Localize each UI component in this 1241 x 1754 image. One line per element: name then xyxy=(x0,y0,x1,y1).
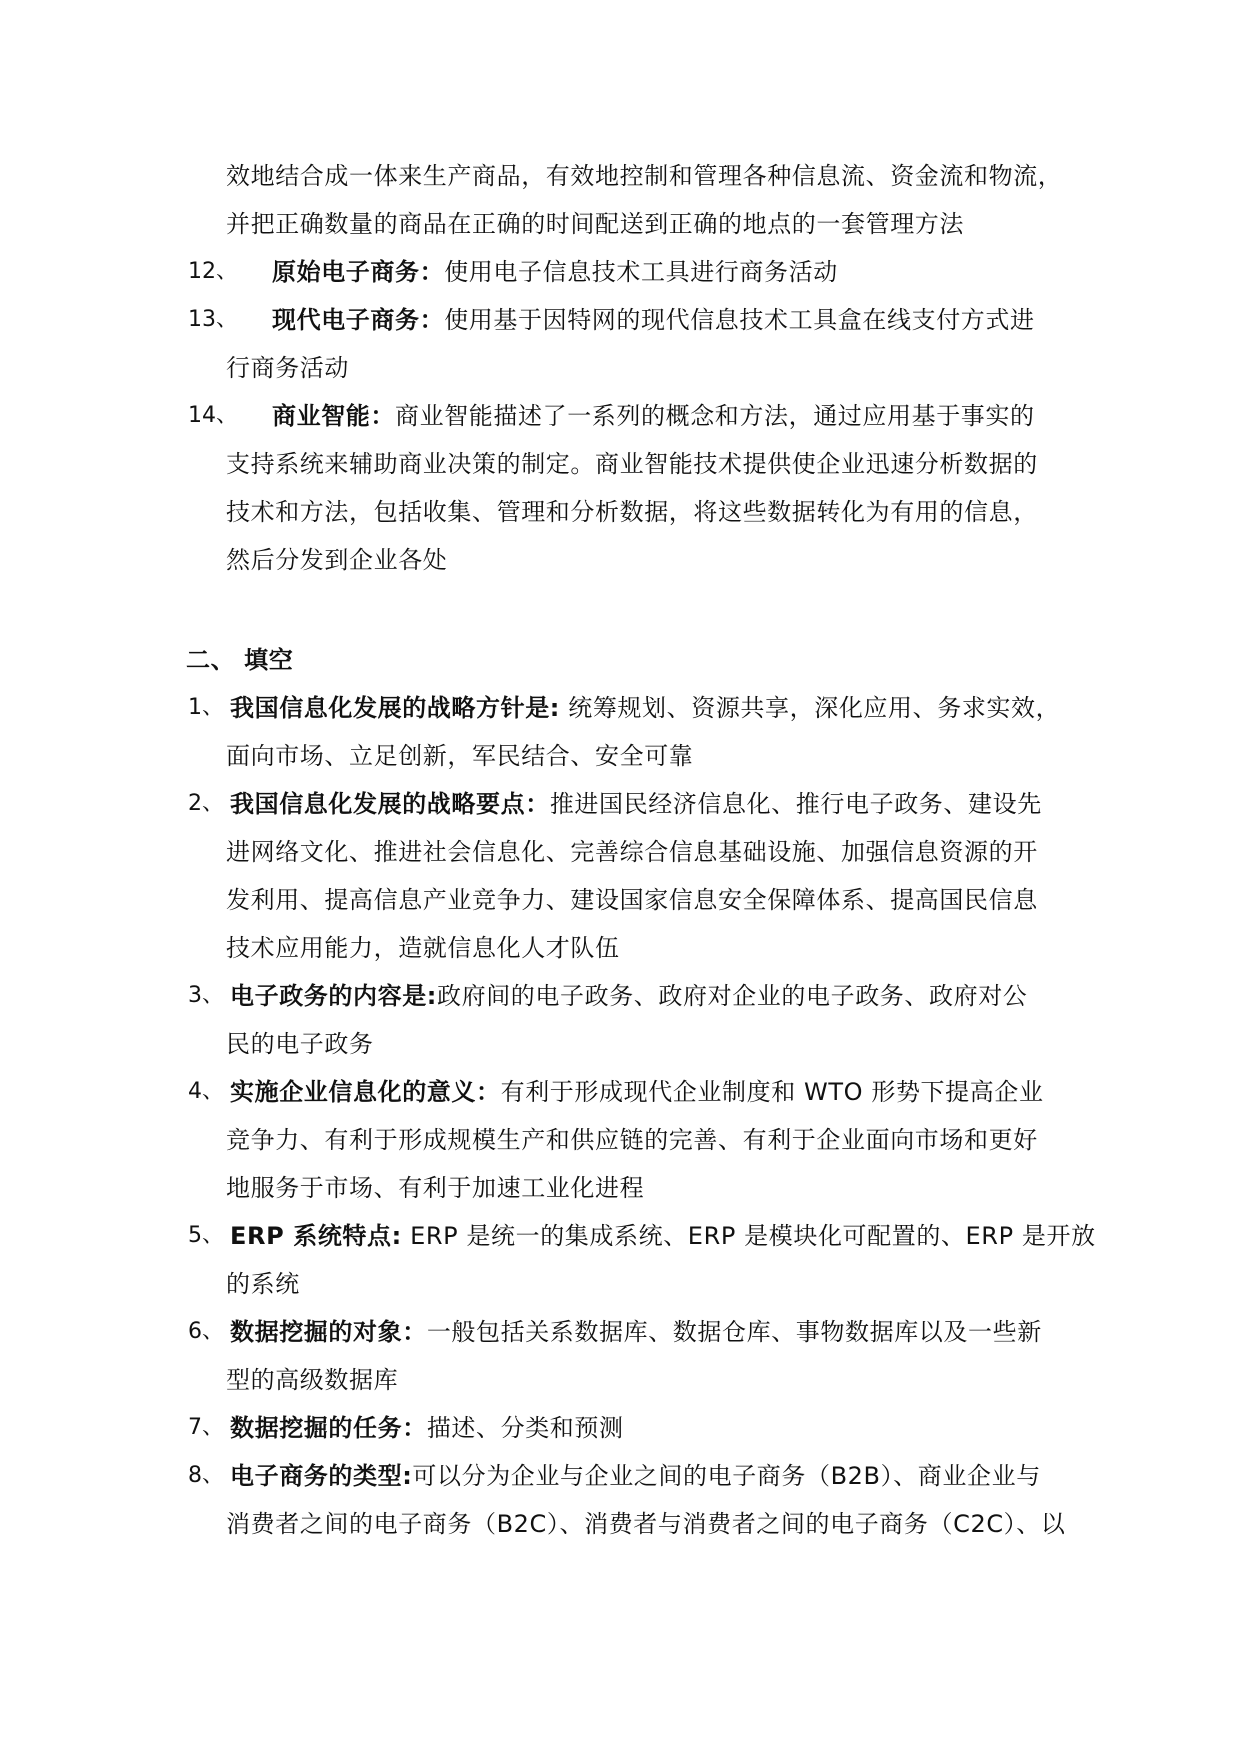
item-continuation: 民的电子政务 xyxy=(226,1030,374,1058)
item-continuation: 发利用、提高信息产业竞争力、建设国家信息安全保障体系、提高国民信息 xyxy=(226,886,1038,914)
item-text: 使用电子信息技术工具进行商务活动 xyxy=(444,258,838,286)
item-number: 14、 xyxy=(188,403,238,428)
item-number: 5、 xyxy=(188,1223,224,1248)
item-text: ERP 是统一的集成系统、ERP 是模块化可配置的、ERP 是开放 xyxy=(410,1222,1096,1250)
item-continuation: 型的高级数据库 xyxy=(226,1366,399,1394)
item-number: 7、 xyxy=(188,1415,224,1440)
item-number: 13、 xyxy=(188,307,238,332)
item-number: 4、 xyxy=(188,1079,224,1104)
item-term: 电子商务的类型: xyxy=(230,1462,413,1490)
item-text: 描述、分类和预测 xyxy=(426,1414,624,1442)
item-text: 可以分为企业与企业之间的电子商务（B2B）、商业企业与 xyxy=(412,1462,1041,1490)
item-continuation: 进网络文化、推进社会信息化、完善综合信息基础设施、加强信息资源的开 xyxy=(226,838,1038,866)
item-continuation: 然后分发到企业各处 xyxy=(226,546,448,574)
item-continuation: 技术应用能力，造就信息化人才队伍 xyxy=(226,934,620,962)
item-term: 现代电子商务： xyxy=(272,306,445,334)
item-text: 有利于形成现代企业制度和 WTO 形势下提高企业 xyxy=(500,1078,1044,1106)
item-number: 6、 xyxy=(188,1319,224,1344)
item-continuation: 面向市场、立足创新，军民结合、安全可靠 xyxy=(226,742,694,770)
item-continuation: 技术和方法，包括收集、管理和分析数据，将这些数据转化为有用的信息， xyxy=(226,498,1038,526)
item-continuation: 消费者之间的电子商务（B2C）、消费者与消费者之间的电子商务（C2C）、以 xyxy=(226,1510,1066,1538)
item-text: 商业智能描述了一系列的概念和方法，通过应用基于事实的 xyxy=(395,402,1035,430)
item-continuation: 的系统 xyxy=(226,1270,300,1298)
carryover-line: 效地结合成一体来生产商品，有效地控制和管理各种信息流、资金流和物流， xyxy=(226,162,1063,190)
item-term: ERP 系统特点: xyxy=(230,1222,402,1250)
carryover-line: 并把正确数量的商品在正确的时间配送到正确的地点的一套管理方法 xyxy=(226,210,964,238)
item-term: 我国信息化发展的战略方针是: xyxy=(230,694,560,722)
item-number: 12、 xyxy=(188,259,238,284)
section-heading: 二、 填空 xyxy=(186,646,294,674)
item-continuation: 行商务活动 xyxy=(226,354,349,382)
item-text: 推进国民经济信息化、推行电子政务、建设先 xyxy=(549,790,1042,818)
item-continuation: 地服务于市场、有利于加速工业化进程 xyxy=(226,1174,645,1202)
item-text: 一般包括关系数据库、数据仓库、事物数据库以及一些新 xyxy=(426,1318,1042,1346)
item-number: 1、 xyxy=(188,695,224,720)
item-continuation: 支持系统来辅助商业决策的制定。商业智能技术提供使企业迅速分析数据的 xyxy=(226,450,1038,478)
item-text: 使用基于因特网的现代信息技术工具盒在线支付方式进 xyxy=(444,306,1035,334)
item-number: 3、 xyxy=(188,983,224,1008)
item-number: 2、 xyxy=(188,791,224,816)
item-text: 政府间的电子政务、政府对企业的电子政务、政府对公 xyxy=(437,982,1028,1010)
item-number: 8、 xyxy=(188,1463,224,1488)
item-term: 商业智能： xyxy=(272,402,395,430)
item-term: 原始电子商务： xyxy=(272,258,445,286)
item-term: 数据挖掘的对象： xyxy=(230,1318,427,1346)
item-text: 统筹规划、资源共享，深化应用、务求实效， xyxy=(568,694,1061,722)
item-term: 实施企业信息化的意义： xyxy=(230,1078,501,1106)
item-term: 电子政务的内容是: xyxy=(230,982,437,1010)
item-term: 数据挖掘的任务： xyxy=(230,1414,427,1442)
item-term: 我国信息化发展的战略要点： xyxy=(230,790,550,818)
item-continuation: 竞争力、有利于形成规模生产和供应链的完善、有利于企业面向市场和更好 xyxy=(226,1126,1038,1154)
